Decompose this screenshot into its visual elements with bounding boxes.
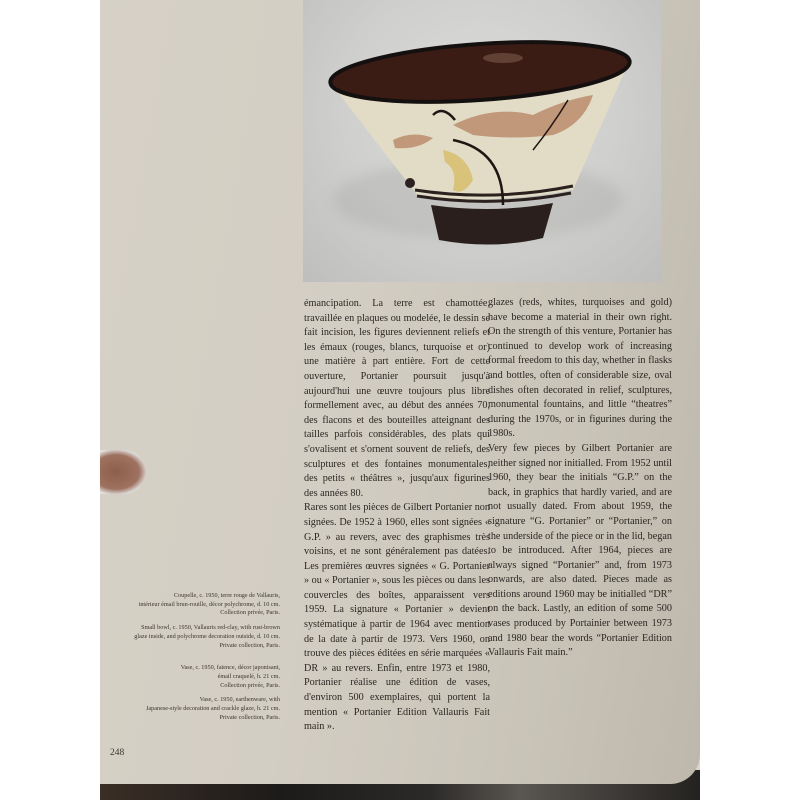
caption-line: Small bowl, c. 1950, Vallauris red-clay, with rust-brown (141, 624, 280, 632)
french-paragraph-1: émancipation. La terre est chamottée, travaillée en plaques ou modelée, le dessin se fait incision, les figures deviennent reliefs et les émaux (rouges, blancs, turquoise et or) une matière à part entière. Fort de cette ouverture, Portanier poursuit jusqu'à aujourd'hui une œuvre toujours plus libre formellement avec, au début des années 70, des flacons et des bouteilles atteignant des tailles parfois considérables, des plats qui s'ovalisent et s'ornent souvent de reliefs, des sculptures et des fontaines monumentales, des petits « théâtres », jusqu'aux figurines des années 80. (304, 298, 490, 499)
english-paragraph-1: glazes (reds, whites, turquoises and gold) have become a material in their own right. On the strength of this venture, Portanier has continued to develop work of increasing formal freedom to this day, whether in flasks and bottles, often of considerable size, oval dishes often decorated in relief, sculptures, monumental fountains, and little “theatres” during the 1970s, or in figurines during the 1980s. (488, 297, 672, 440)
caption-line: Private collection, Paris. (219, 713, 280, 721)
caption-line: Collection privée, Paris. (220, 681, 280, 689)
french-paragraph-2: Rares sont les pièces de Gilbert Portanier non signées. De 1952 à 1960, elles sont signées « G.P. » au revers, avec des graphismes très voisins, et ne sont généralement pas datées. Les premières œuvres signées « G. Portanier » ou « Portanier », sous les pièces ou dans les couvercles des boîtes, apparaissent vers 1959. La signature « Portanier » devient systématique à partir de 1964 avec mention de la date à partir de 1973. Vers 1960, on trouve des pièces éditées en série marquées « DR » au revers. Enfin, entre 1973 et 1980, Portanier réalise une édition de vases, d'environ 500 exemplaires, qui portent la mention « Portanier Edition Vallauris Fait main ». (304, 502, 490, 733)
caption-line: Collection privée, Paris. (220, 609, 280, 617)
english-paragraph-2: Very few pieces by Gilbert Portanier are neither signed nor initialled. From 1952 until 1960, they bear the initials “G.P.” on the back, in graphics that hardly varied, and are not usually dated. From about 1959, the signature “G. Portanier” or “Portanier,” on the underside of the piece or in the lid, began to be introduced. After 1964, pieces are always signed “Portanier” and, from 1973 onwards, are also dated. Pieces made as editions around 1960 may be initialled “DR” on the back. Lastly, an edition of some 500 vases produced by Portainier between 1973 and 1980 bear the words “Portanier Edition Vallauris Fait main.” (488, 442, 672, 659)
caption-fr-coupelle (110, 592, 280, 618)
caption-line: Japanese-style decoration and crackle glaze, h. 21 cm. (145, 705, 280, 713)
caption-line: intérieur émail brun-rouille, décor polychrome, d. 10 cm. (138, 600, 280, 608)
caption-line: émail craquelé, h. 21 cm. (217, 672, 280, 680)
caption-line: Vase, c. 1950, earthenware, with (199, 696, 280, 704)
caption-line: Vase, c. 1950, faïence, décor japonisant, (180, 664, 280, 672)
bowl-photo (303, 0, 661, 282)
caption-en-vase (110, 696, 280, 722)
page-number: 248 (110, 748, 125, 758)
caption-line: glaze inside, and polychrome decoration outside, d. 10 cm. (134, 632, 280, 640)
caption-en-small-bowl (110, 624, 280, 650)
thumb-finger (100, 450, 146, 494)
caption-fr-vase (110, 664, 280, 690)
bowl-photo-icon (303, 0, 661, 282)
caption-line: Private collection, Paris. (219, 641, 280, 649)
english-text-column (488, 296, 672, 661)
french-text-column (304, 297, 490, 735)
caption-line: Coupelle, c. 1950, terre rouge de Vallauris, (173, 592, 280, 599)
image-captions (110, 592, 280, 728)
